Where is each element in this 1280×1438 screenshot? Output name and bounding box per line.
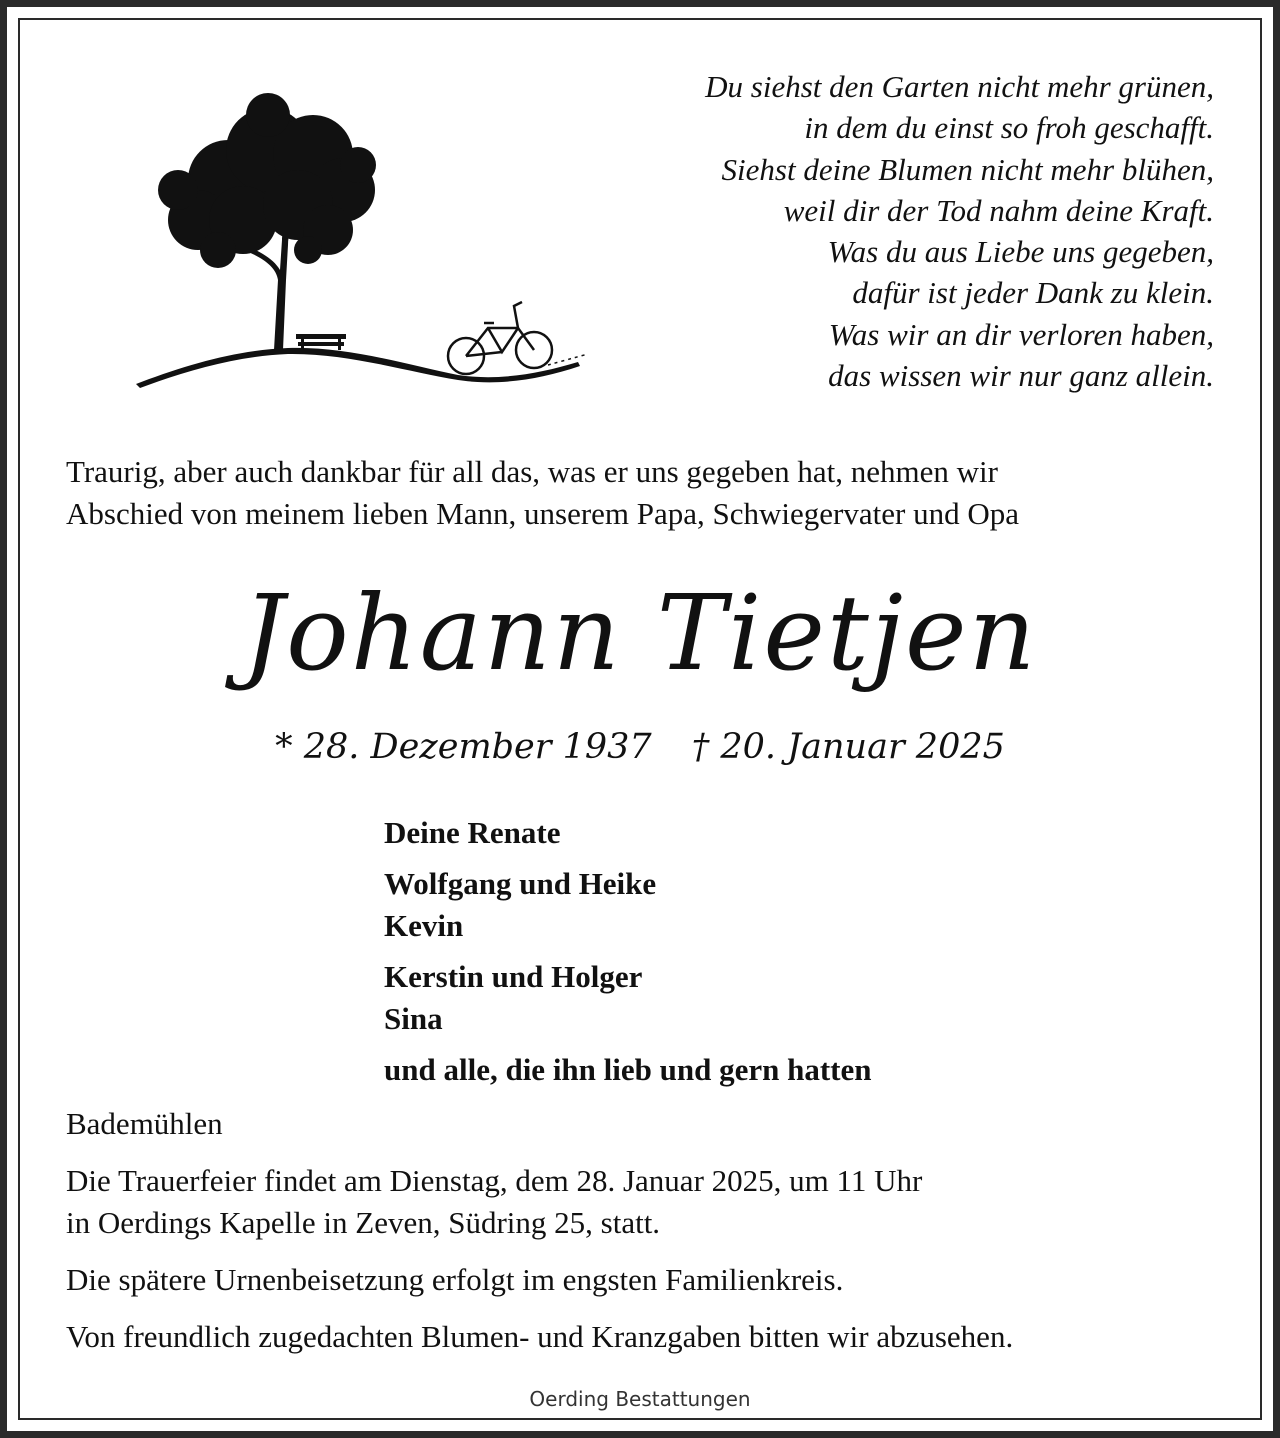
- urn-text: Die spätere Urnenbeisetzung erfolgt im engsten Familienkreis.: [66, 1262, 844, 1297]
- place-paragraph: [66, 1103, 1226, 1145]
- ceremony-line: Die Trauerfeier findet am Dienstag, dem 28. Januar 2025, um 11 Uhr: [66, 1163, 923, 1198]
- family-group: [384, 956, 1204, 1040]
- family-member: Sina: [384, 1001, 443, 1036]
- poem-line: Was wir an dir verloren haben,: [828, 316, 1214, 352]
- family-member: Kevin: [384, 908, 464, 943]
- poem-line: Du siehst den Garten nicht mehr grünen,: [705, 69, 1214, 104]
- family-list: [384, 812, 1204, 1100]
- ceremony-line: in Oerdings Kapelle in Zeven, Südring 25, statt.: [66, 1205, 661, 1240]
- poem-line: Siehst deine Blumen nicht mehr blühen,: [721, 151, 1214, 187]
- intro-text: [66, 451, 1226, 535]
- flowers-text: Von freundlich zugedachten Blumen- und Kranzgaben bitten wir abzusehen.: [66, 1319, 1014, 1354]
- flowers-paragraph: [66, 1316, 1226, 1358]
- family-member: Wolfgang und Heike: [384, 866, 657, 901]
- family-member: Deine Renate: [384, 815, 561, 850]
- family-member: Kerstin und Holger: [384, 959, 643, 994]
- family-group: [384, 1049, 1204, 1091]
- family-group: [384, 812, 1204, 854]
- birth-date: * 28. Dezember 1937: [275, 727, 652, 767]
- memorial-poem: [514, 66, 1214, 396]
- death-date: † 20. Januar 2025: [691, 727, 1005, 767]
- tree-icon: [158, 93, 376, 350]
- deceased-name: Johann Tietjen: [242, 572, 1038, 694]
- urn-paragraph: [66, 1259, 1226, 1301]
- ceremony-paragraph: [66, 1160, 1226, 1244]
- undertaker-credit: Oerding Bestattungen: [529, 1387, 751, 1411]
- place-name: Bademühlen: [66, 1106, 223, 1141]
- intro-line: Abschied von meinem lieben Mann, unserem Papa, Schwiegervater und Opa: [66, 496, 1019, 531]
- intro-line: Traurig, aber auch dankbar für all das, was er uns gegeben hat, nehmen wir: [66, 454, 998, 489]
- bench-icon: [296, 334, 346, 350]
- poem-line: in dem du einst so froh geschafft.: [804, 110, 1214, 146]
- life-dates: [0, 722, 1280, 772]
- family-group: [384, 863, 1204, 947]
- poem-line: weil dir der Tod nahm deine Kraft.: [783, 192, 1214, 228]
- poem-line: das wissen wir nur ganz allein.: [828, 358, 1214, 394]
- family-member: und alle, die ihn lieb und gern hatten: [384, 1052, 872, 1087]
- closing-section: [66, 1103, 1226, 1373]
- poem-line: Was du aus Liebe uns gegeben,: [827, 234, 1214, 270]
- poem-line: dafür ist jeder Dank zu klein.: [852, 275, 1214, 311]
